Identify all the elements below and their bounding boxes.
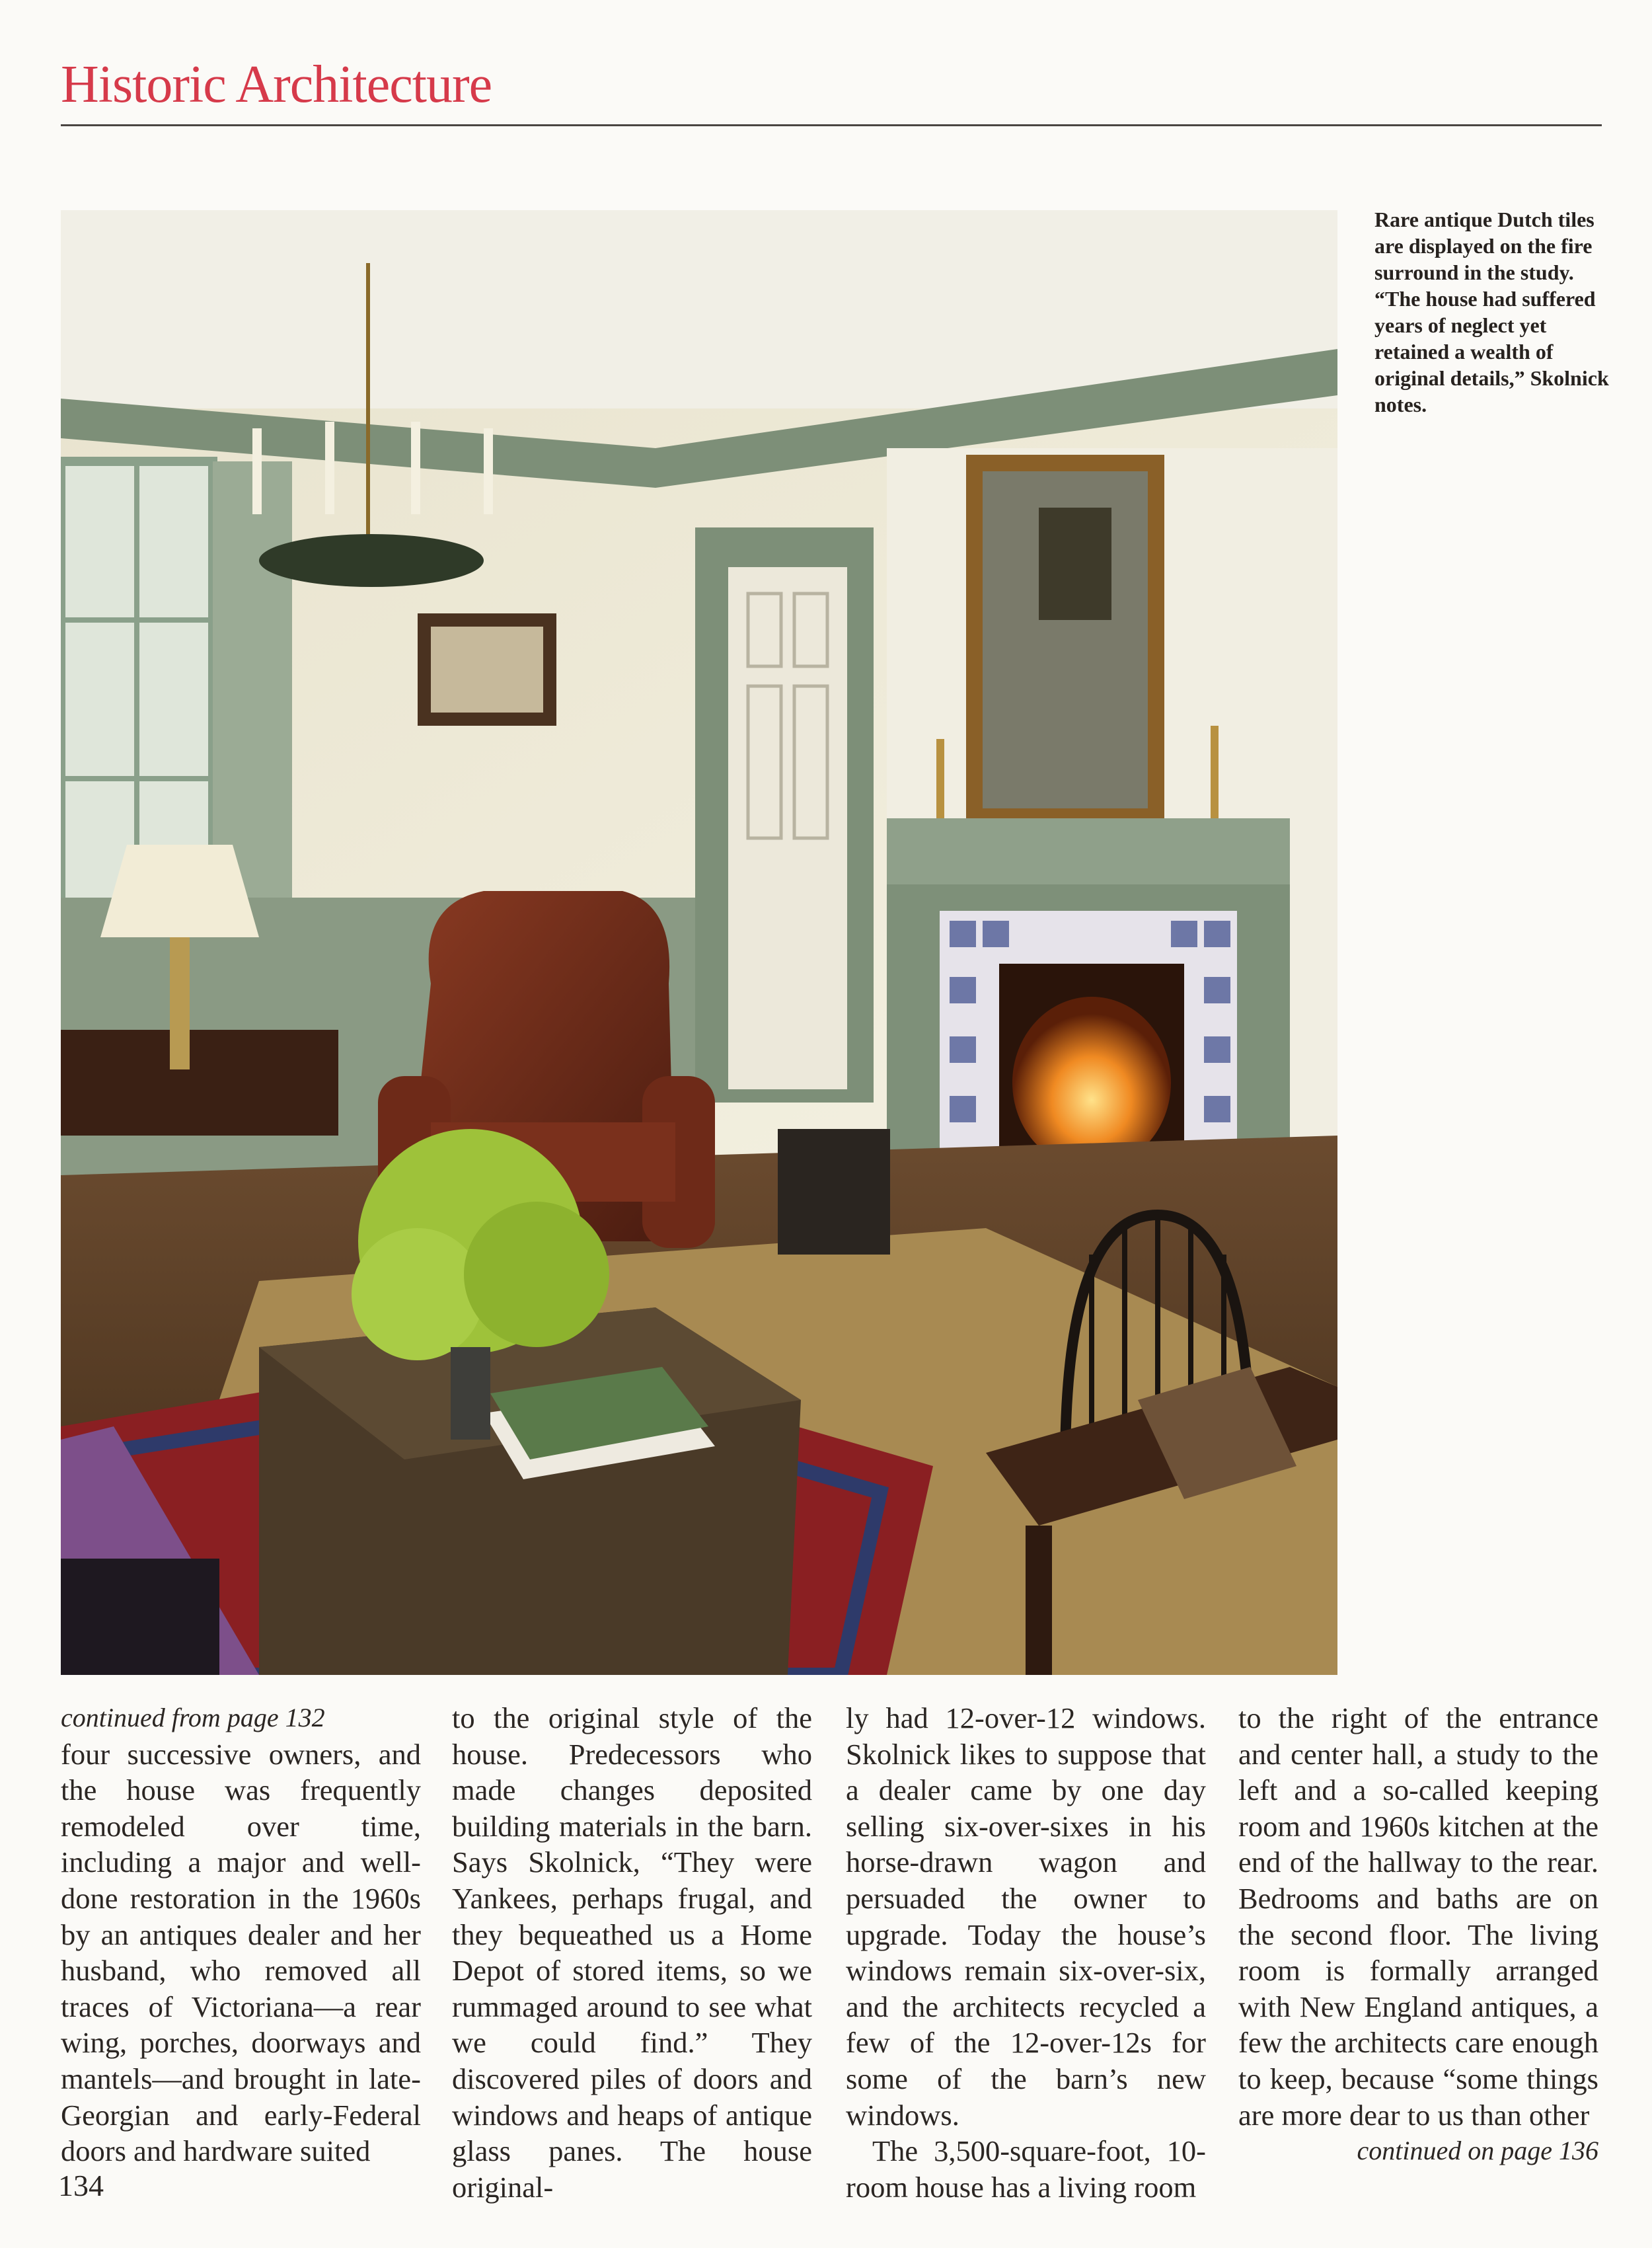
article-column-1: [61, 1700, 421, 2169]
article-column-4: [1238, 1700, 1598, 2169]
column-3-text: ly had 12-over-12 windows. Skolnick likes to suppose that a dealer came by one day selling six-over-sixes in his horse-drawn wagon and persuaded the owner to upgrade. Today the house’s windows remain six-over-six, and the architects recycled a few of the 12-over-12s for some of the barn’s new windows.: [846, 1701, 1206, 2132]
section-title: Historic Architecture: [61, 56, 492, 114]
continued-from: continued from page 132: [61, 1703, 325, 1732]
column-3-paragraph-2: The 3,500-square-foot, 10-room house has a living room: [846, 2134, 1206, 2204]
column-4-text: to the right of the entrance and center hall, a study to the left and a so-called keeping room and 1960s kitchen at the end of the hallway to the rear. Bedrooms and baths are on the second floor. The living room is formally arranged with New England antiques, a few the architects care enough to keep, because “some things are more dear to us than other: [1238, 1701, 1598, 2132]
column-2-text: to the original style of the house. Predecessors who made changes deposited building materials in the barn. Says Skolnick, “They were Yankees, perhaps frugal, and they bequeathed us a Home Depot of stored items, so we rummaged around to see what we could find.” They discovered piles of doors and windows and heaps of antique glass panes. The house original-: [452, 1701, 812, 2204]
continued-on: continued on page 136: [1357, 2136, 1598, 2166]
article-column-2: [452, 1700, 812, 2205]
photo-caption: Rare antique Dutch tiles are displayed on the fire surround in the study. “The house had suffered years of neglect yet retained a wealth of original details,” Skolnick notes.: [1374, 208, 1609, 416]
column-1-text: four successive owners, and the house was frequently remodeled over time, including a major and well-done restoration in the 1960s by an antiques dealer and her husband, who removed all traces of Victoriana—a rear wing, porches, doorways and mantels—and brought in late-Georgian and early-Federal doors and hardware suited: [61, 1737, 421, 2168]
page-number: 134: [58, 2169, 104, 2202]
study-room-photo: [61, 210, 1337, 1675]
article-column-3: [846, 1700, 1206, 2205]
header-rule: [61, 124, 1602, 126]
photo-illustration: [61, 210, 1337, 1675]
